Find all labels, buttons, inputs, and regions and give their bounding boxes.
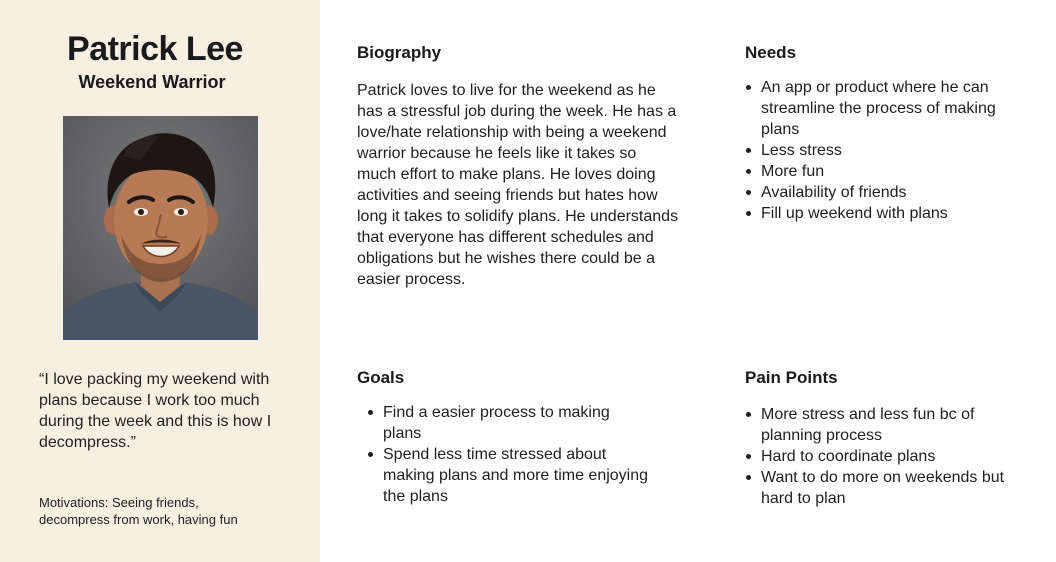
biography-text: Patrick loves to live for the weekend as he has a stressful job during the week. He has a love/hate relationship with being a weekend warrior because he feels like it takes so much effort to make plans. He loves doing activities and seeing friends but hates how long it takes to solidify plans. He understands that everyone has different schedules and obligations but he wishes there could be a easier process. xyxy=(357,82,679,288)
pain-points-title: Pain Points xyxy=(745,368,838,387)
persona-photo xyxy=(63,116,258,340)
goals-title: Goals xyxy=(357,368,405,387)
pain-points-list xyxy=(745,404,1025,509)
list-item: Availability of friends xyxy=(745,182,1035,203)
persona-sidebar xyxy=(0,0,320,562)
persona-quote: “I love packing my weekend with plans because I work too much during the week and this is how I decompress.” xyxy=(39,371,272,451)
portrait-illustration xyxy=(63,116,258,340)
persona-name: Patrick Lee xyxy=(67,30,243,68)
biography-title: Biography xyxy=(357,43,442,62)
persona-role: Weekend Warrior xyxy=(78,72,226,92)
needs-list xyxy=(745,77,1035,224)
goals-list xyxy=(367,402,652,507)
list-item: Spend less time stressed about making plans and more time enjoying the plans xyxy=(367,444,652,507)
list-item: Less stress xyxy=(745,140,1035,161)
persona-motivations: Motivations: Seeing friends, decompress from work, having fun xyxy=(39,495,238,527)
list-item: More stress and less fun bc of planning process xyxy=(745,404,1025,446)
list-item: Fill up weekend with plans xyxy=(745,203,1035,224)
list-item: Hard to coordinate plans xyxy=(745,446,1025,467)
list-item: An app or product where he can streamline the process of making plans xyxy=(745,77,1035,140)
list-item: More fun xyxy=(745,161,1035,182)
list-item: Find a easier process to making plans xyxy=(367,402,652,444)
needs-title: Needs xyxy=(745,43,797,62)
list-item: Want to do more on weekends but hard to plan xyxy=(745,467,1025,509)
